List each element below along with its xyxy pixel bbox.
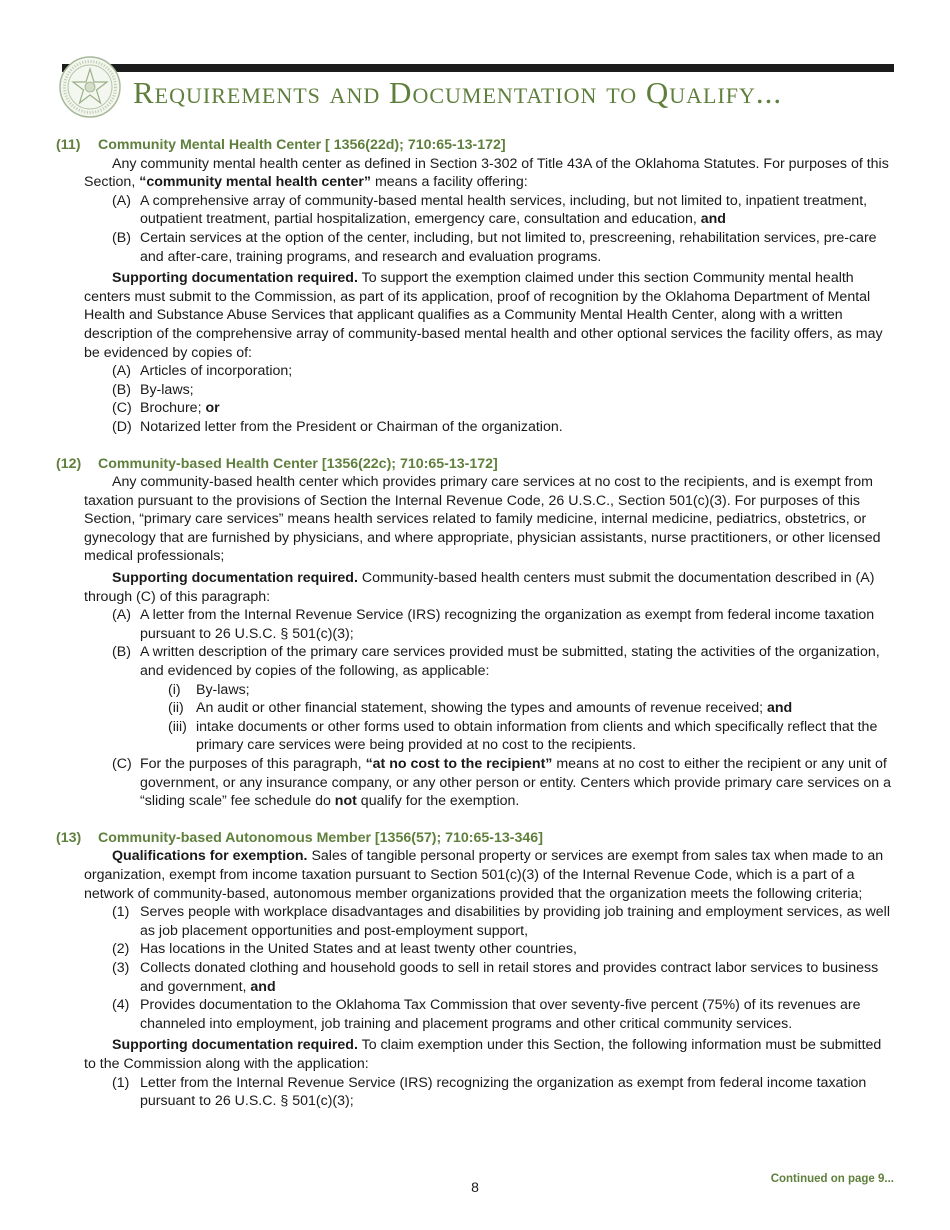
list-item	[112, 229, 894, 266]
section-13-documentation	[84, 1036, 894, 1073]
item-text: Articles of incorporation;	[140, 363, 293, 380]
section-11-definition	[84, 155, 894, 192]
section-12-heading	[56, 455, 894, 474]
sub-list-item	[168, 681, 894, 700]
item-marker: (iii)	[168, 718, 187, 735]
conjunction: and	[250, 978, 276, 995]
section-11-documentation	[84, 269, 894, 362]
item-text: Has locations in the United States and at least twenty other countries,	[140, 941, 577, 958]
item-text: A written description of the primary care services provided must be submitted, stating the activities of the organization, and evidenced by copies of the following, as applicable:	[140, 644, 880, 680]
item-text	[140, 959, 894, 996]
page-number: 8	[471, 1179, 479, 1195]
item-text	[140, 399, 894, 418]
section-13-qualifications	[84, 847, 894, 903]
section-number: (12)	[56, 455, 82, 472]
text: To support the exemption claimed under this section Community mental health centers must submit to the Commission, as part of its application, proof of recognition by the Oklahoma Department of Mental Health and Substance Abuse Services that applicant qualifies as a Community Mental Health Center, along with a written description of the comprehensive array of community-based mental health and other optional services the facility offers, as may be evidenced by copies of:	[84, 270, 883, 361]
item-marker: (i)	[168, 681, 181, 698]
item-marker: (C)	[112, 400, 132, 417]
list-item	[112, 996, 894, 1033]
text: An audit or other financial statement, showing the types and amounts of revenue received;	[196, 700, 767, 717]
conjunction: and	[700, 211, 726, 228]
sub-list-item	[168, 699, 894, 718]
defined-term: “at no cost to the recipient”	[365, 756, 553, 772]
conjunction: or	[205, 400, 220, 417]
item-text	[140, 755, 894, 811]
item-marker: (1)	[112, 1074, 130, 1091]
list-item	[112, 903, 894, 940]
item-marker: (B)	[112, 229, 131, 246]
list-item	[112, 643, 894, 680]
item-marker: (1)	[112, 904, 130, 921]
item-text: A letter from the Internal Revenue Service (IRS) recognizing the organization as exempt from federal income taxation pursuant to 26 U.S.C. § 501(c)(3);	[140, 607, 875, 642]
text: For the purposes of this paragraph,	[140, 756, 366, 772]
list-item	[112, 192, 894, 229]
item-text: By-laws;	[196, 681, 250, 698]
document-body	[56, 136, 894, 1111]
text: Any community mental health center as defined in Section 3-302 of Title 43A of the Oklahoma Statutes. For purposes of this Section,	[84, 155, 889, 191]
text: Sales of tangible personal property or services are exempt from sales tax when made to an organization, exempt from income taxation pursuant to Section 501(c)(3) of the Internal Revenue Code, which is a part of a network of community-based, autonomous member organizations provided that the organization meets the following criteria;	[84, 848, 884, 902]
defined-term: “community mental health center”	[139, 174, 371, 191]
list-item	[112, 418, 894, 437]
doc-lead: Supporting documentation required.	[112, 570, 358, 587]
text: Brochure;	[140, 400, 206, 417]
item-text	[196, 699, 894, 718]
list-item	[112, 399, 894, 418]
section-13-heading	[56, 829, 894, 848]
item-marker: (A)	[112, 363, 131, 380]
item-marker: (C)	[112, 756, 132, 772]
item-text: Certain services at the option of the center, including, but not limited to, prescreening, rehabilitation services, pre-care and after-care, training programs, and research and evaluation programs.	[140, 229, 877, 265]
page-title: Requirements and Documentation to Qualify...	[133, 75, 783, 110]
list-item	[112, 1074, 894, 1111]
item-marker: (3)	[112, 959, 130, 976]
item-text	[140, 192, 894, 229]
item-marker: (2)	[112, 941, 130, 958]
item-text: intake documents or other forms used to obtain information from clients and which specifically reflect that the primary care services were being provided at no cost to the recipients.	[196, 718, 878, 754]
conjunction: and	[767, 700, 793, 717]
list-item	[112, 755, 894, 811]
text: Community-based health centers must submit the documentation described in (A) through (C) of this paragraph:	[84, 570, 875, 605]
item-marker: (D)	[112, 418, 132, 435]
emphasis: not	[334, 793, 357, 810]
section-title: Community-based Health Center [1356(22c); 710:65-13-172]	[98, 455, 498, 472]
continued-note: Continued on page 9...	[770, 1173, 894, 1185]
item-marker: (A)	[112, 192, 131, 209]
section-12-documentation	[84, 569, 894, 606]
sub-list-item	[168, 718, 894, 755]
item-marker: (ii)	[168, 700, 184, 717]
item-text: Letter from the Internal Revenue Service (IRS) recognizing the organization as exempt from federal income taxation pursuant to 26 U.S.C. § 501(c)(3);	[140, 1074, 867, 1110]
text: means a facility offering:	[371, 174, 528, 191]
item-text: Serves people with workplace disadvantages and disabilities by providing job training and employment services, as well as job placement opportunities and post-employment support,	[140, 904, 890, 939]
section-number: (11)	[56, 137, 81, 153]
text: means at no cost to either the recipient or any unit of government, or any insurance company, or any other person or entity. Centers which provide primary care services on a “sliding scale” fee schedule do	[140, 756, 891, 810]
item-marker: (B)	[112, 644, 131, 661]
list-item	[112, 959, 894, 996]
section-11-heading	[56, 136, 894, 155]
text: Collects donated clothing and household goods to sell in retail stores and provides contract labor services to business and government,	[140, 959, 879, 995]
list-item	[112, 381, 894, 400]
item-text: Provides documentation to the Oklahoma Tax Commission that over seventy-five percent (75%) of its revenues are channeled into employment, job training and placement programs and other critical community services.	[140, 997, 861, 1032]
item-marker: (B)	[112, 381, 131, 398]
text: qualify for the exemption.	[356, 793, 520, 810]
section-title: Community Mental Health Center [ 1356(22d); 710:65-13-172]	[98, 137, 506, 153]
text: A comprehensive array of community-based mental health services, including, but not limited to, inpatient treatment, outpatient treatment, partial hospitalization, emergency care, consultation and education,	[140, 192, 868, 228]
doc-lead: Supporting documentation required.	[112, 270, 358, 287]
list-item	[112, 606, 894, 643]
section-number: (13)	[56, 829, 82, 846]
item-marker: (4)	[112, 997, 130, 1014]
item-text: By-laws;	[140, 381, 194, 398]
oklahoma-state-seal-icon	[58, 55, 122, 119]
header-rule	[62, 64, 894, 72]
text: To claim exemption under this Section, the following information must be submitted to the Commission along with the application:	[84, 1037, 882, 1072]
list-item	[112, 362, 894, 381]
item-marker: (A)	[112, 607, 131, 624]
qual-lead: Qualifications for exemption.	[112, 848, 308, 865]
section-12-definition: Any community-based health center which provides primary care services at no cost to the recipients, and is exempt from taxation pursuant to the provisions of Section the Internal Revenue Code, 26 U.S.C., Section 501(c)(3). For purposes of this Section, “primary care services” means health services related to family medicine, internal medicine, pediatrics, obstetrics, or gynecology that are furnished by physicians, and where appropriate, physician assistants, nurse practitioners, or other licensed medical professionals;	[84, 474, 881, 565]
section-title: Community-based Autonomous Member [1356(57); 710:65-13-346]	[98, 829, 543, 846]
item-text: Notarized letter from the President or Chairman of the organization.	[140, 418, 563, 435]
list-item	[112, 940, 894, 959]
doc-lead: Supporting documentation required.	[112, 1037, 358, 1054]
